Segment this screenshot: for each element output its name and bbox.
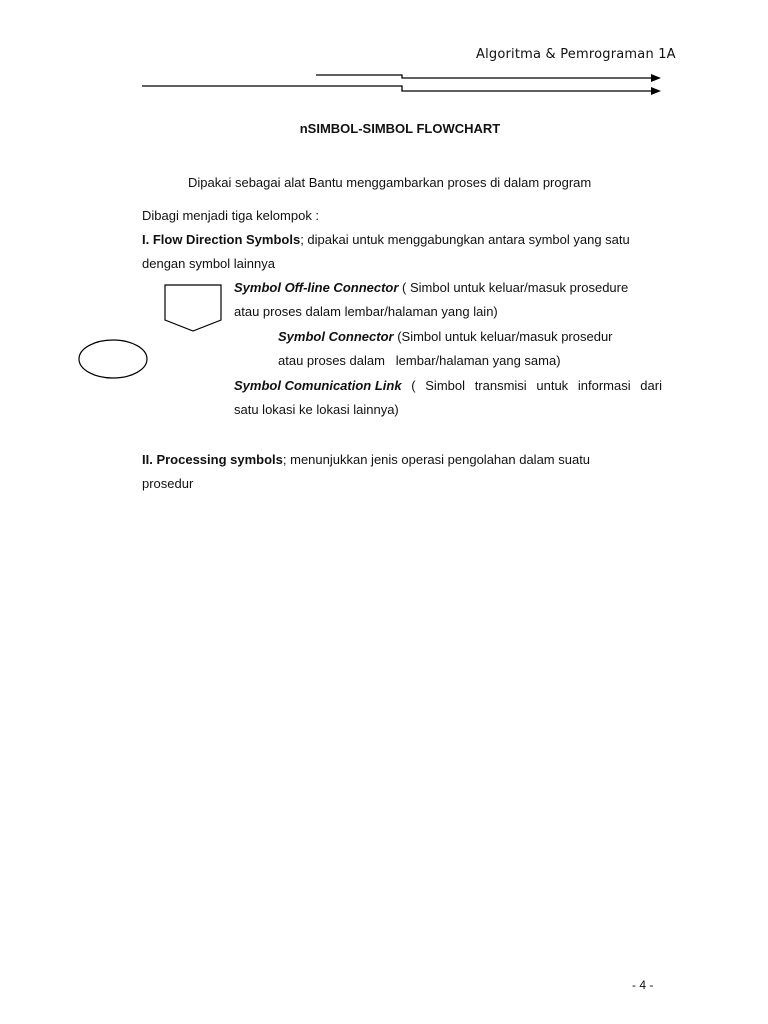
offline-connector-line2: atau proses dalam lembar/halaman yang lain) bbox=[234, 304, 498, 319]
group-count-text: Dibagi menjadi tiga kelompok : bbox=[142, 208, 320, 223]
header-arrows-decoration bbox=[0, 0, 768, 100]
comm-link-name: Symbol Comunication Link bbox=[234, 378, 402, 393]
offline-connector-desc: ( Simbol untuk keluar/masuk prosedure bbox=[398, 280, 629, 295]
group1-text: ; dipakai untuk menggabungkan antara symbol yang satu bbox=[300, 232, 630, 247]
comm-link-line2: satu lokasi ke lokasi lainnya) bbox=[234, 402, 399, 417]
connector-line2: atau proses dalam lembar/halaman yang sama) bbox=[278, 353, 561, 368]
comm-link-line1 bbox=[234, 374, 662, 398]
comm-link-word: dari bbox=[640, 378, 662, 393]
group2-heading: II. Processing symbols bbox=[142, 452, 283, 467]
group1-line2: dengan symbol lainnya bbox=[142, 256, 275, 271]
comm-link-word: informasi bbox=[577, 378, 631, 393]
connector-desc: (Simbol untuk keluar/masuk prosedur bbox=[393, 329, 613, 344]
comm-link-word: Simbol bbox=[425, 378, 466, 393]
offline-connector-name: Symbol Off-line Connector bbox=[234, 280, 399, 295]
header-title: Algoritma & Pemrograman 1A bbox=[476, 47, 676, 62]
group2-line1 bbox=[142, 448, 590, 472]
group2-line2: prosedur bbox=[142, 476, 194, 491]
group2-text: ; menunjukkan jenis operasi pengolahan dalam suatu bbox=[282, 452, 591, 467]
group1-line1 bbox=[142, 228, 630, 252]
group1-heading: I. Flow Direction Symbols bbox=[142, 232, 301, 247]
comm-link-word: transmisi bbox=[474, 378, 527, 393]
offline-connector-line1 bbox=[234, 276, 628, 300]
section-title: nSIMBOL-SIMBOL FLOWCHART bbox=[299, 121, 501, 136]
comm-link-word: ( bbox=[411, 378, 416, 393]
page-number: - 4 - bbox=[632, 978, 654, 992]
connector-line1 bbox=[278, 325, 613, 349]
connector-icon bbox=[78, 339, 150, 381]
connector-name: Symbol Connector bbox=[278, 329, 394, 344]
offline-connector-icon bbox=[164, 284, 224, 334]
intro-text: Dipakai sebagai alat Bantu menggambarkan proses di dalam program bbox=[188, 175, 592, 190]
comm-link-word: untuk bbox=[536, 378, 569, 393]
